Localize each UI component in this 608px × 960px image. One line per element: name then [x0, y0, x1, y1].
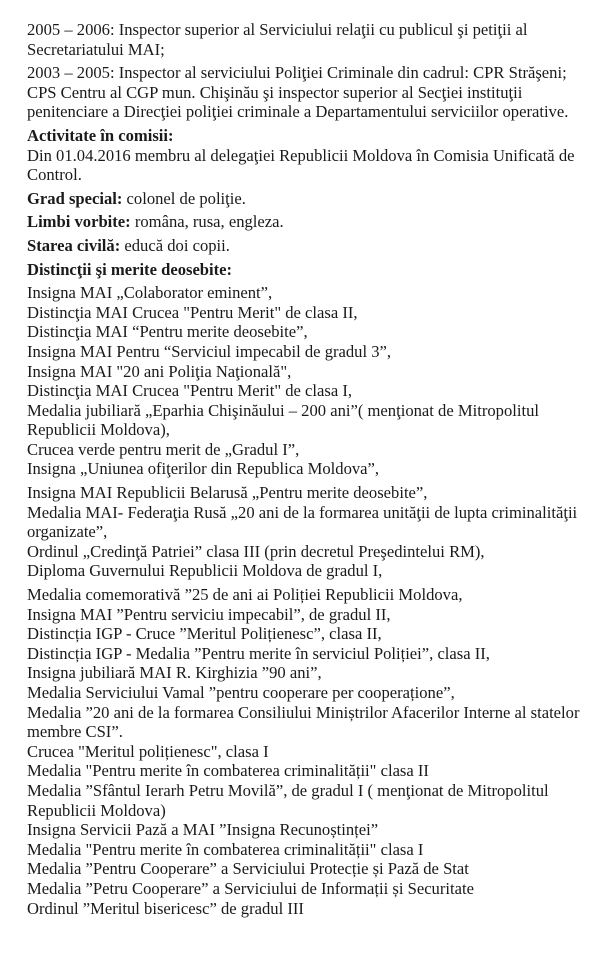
distinction-item: Distincţia MAI Crucea "Pentru Merit" de clasa I, — [27, 381, 353, 401]
distinctions-heading — [27, 260, 600, 280]
career-entry-2003-2005: 2003 – 2005: Inspector al serviciului Poliţiei Criminale din cadrul: CPR Străşeni; CPS Centru al CGP mun. Chişinău şi inspector superior al Secţiei instituţii penitenciare a Direcţiei poliţiei criminale a Departamentului serviciilor operative. — [27, 63, 569, 122]
distinctions-label: Distincţii şi merite deosebite: — [27, 259, 233, 279]
distinctions-list-group-1 — [27, 283, 600, 479]
career-entry-2005-2006: 2005 – 2006: Inspector superior al Serviciului relaţii cu publicul şi petiţii al Secretariatului MAI; — [27, 20, 528, 59]
distinction-item: Distincţia MAI Crucea "Pentru Merit" de clasa II, — [27, 302, 358, 322]
commissions-text: Din 01.04.2016 membru al delegaţiei Republicii Moldova în Comisia Unificată de Control. — [27, 145, 575, 185]
distinction-item: Insigna Servicii Pază a MAI ”Insigna Recunoștinței” — [27, 820, 379, 840]
distinctions-list-group-3 — [27, 585, 600, 918]
distinction-item: Distincția IGP - Medalia ”Pentru merite în serviciul Poliției”, clasa II, — [27, 643, 490, 663]
distinction-item: Insigna MAI ”Pentru serviciu impecabil”, de gradul II, — [27, 604, 391, 624]
distinction-item: Ordinul „Credinţă Patriei” clasa III (prin decretul Preşedintelui RM), — [27, 541, 485, 561]
distinction-item: Insigna „Uniunea ofiţerilor din Republica Moldova”, — [27, 459, 380, 479]
distinction-item: Insigna jubiliară MAI R. Kirghizia ”90 ani”, — [27, 663, 322, 683]
distinction-item: Diploma Guvernului Republicii Moldova de gradul I, — [27, 561, 383, 581]
distinction-item: Insigna MAI Republicii Belarusă „Pentru merite deosebite”, — [27, 483, 428, 503]
distinction-item: Ordinul ”Meritul bisericesc” de gradul III — [27, 898, 304, 918]
distinction-item: Medalia MAI- Federaţia Rusă „20 ani de la formarea unităţii de lupta criminalităţii organizate”, — [27, 502, 578, 542]
languages-label: Limbi vorbite: — [27, 212, 131, 232]
distinction-item: Medalia "Pentru merite în combaterea criminalității" clasa I — [27, 839, 424, 859]
distinction-item: Distincția IGP - Cruce ”Meritul Polițienesc”, clasa II, — [27, 624, 382, 644]
distinction-item: Medalia ”20 ani de la formarea Consiliului Miniștrilor Afacerilor Interne al statelor membre CSI”. — [27, 702, 580, 742]
distinction-item: Medalia jubiliară „Eparhia Chişinăului – 200 ani”( menţionat de Mitropolitul Republicii Moldova), — [27, 400, 539, 440]
distinction-item: Insigna MAI „Colaborator eminent”, — [27, 283, 273, 303]
distinction-item: Medalia comemorativă ”25 de ani ai Poliției Republicii Moldova, — [27, 585, 463, 605]
rank-value: colonel de poliţie. — [122, 188, 246, 208]
languages-value: româna, rusa, engleza. — [130, 212, 284, 232]
distinction-item: Medalia "Pentru merite în combaterea criminalității" clasa II — [27, 761, 429, 781]
languages-line — [27, 212, 600, 232]
distinction-item: Crucea "Meritul polițienesc", clasa I — [27, 741, 269, 761]
distinction-item: Medalia Serviciului Vamal ”pentru cooperare per cooperațione”, — [27, 683, 455, 702]
distinction-item: Insigna MAI Pentru “Serviciul impecabil de gradul 3”, — [27, 341, 392, 361]
commissions-section — [27, 126, 600, 185]
distinction-item: Distincţia MAI “Pentru merite deosebite”, — [27, 322, 308, 342]
rank-label: Grad special: — [27, 188, 123, 208]
commissions-heading: Activitate în comisii: — [27, 125, 174, 145]
distinction-item: Insigna MAI "20 ani Poliţia Naţională", — [27, 361, 292, 381]
civil-status-label: Starea civilă: — [27, 235, 121, 255]
distinction-item: Crucea verde pentru merit de „Gradul I”, — [27, 439, 300, 459]
distinction-item: Medalia ”Sfântul Ierarh Petru Movilă”, de gradul I ( menţionat de Mitropolitul Republicii Moldova) — [27, 780, 549, 820]
distinction-item: Medalia ”Petru Cooperare” a Serviciului de Informații și Securitate — [27, 878, 474, 898]
distinction-item: Medalia ”Pentru Cooperare” a Serviciului Protecție și Pază de Stat — [27, 859, 469, 879]
distinctions-list-group-2 — [27, 483, 600, 581]
civil-status-line — [27, 236, 600, 256]
rank-line — [27, 189, 600, 209]
civil-status-value: educă doi copii. — [120, 235, 230, 255]
